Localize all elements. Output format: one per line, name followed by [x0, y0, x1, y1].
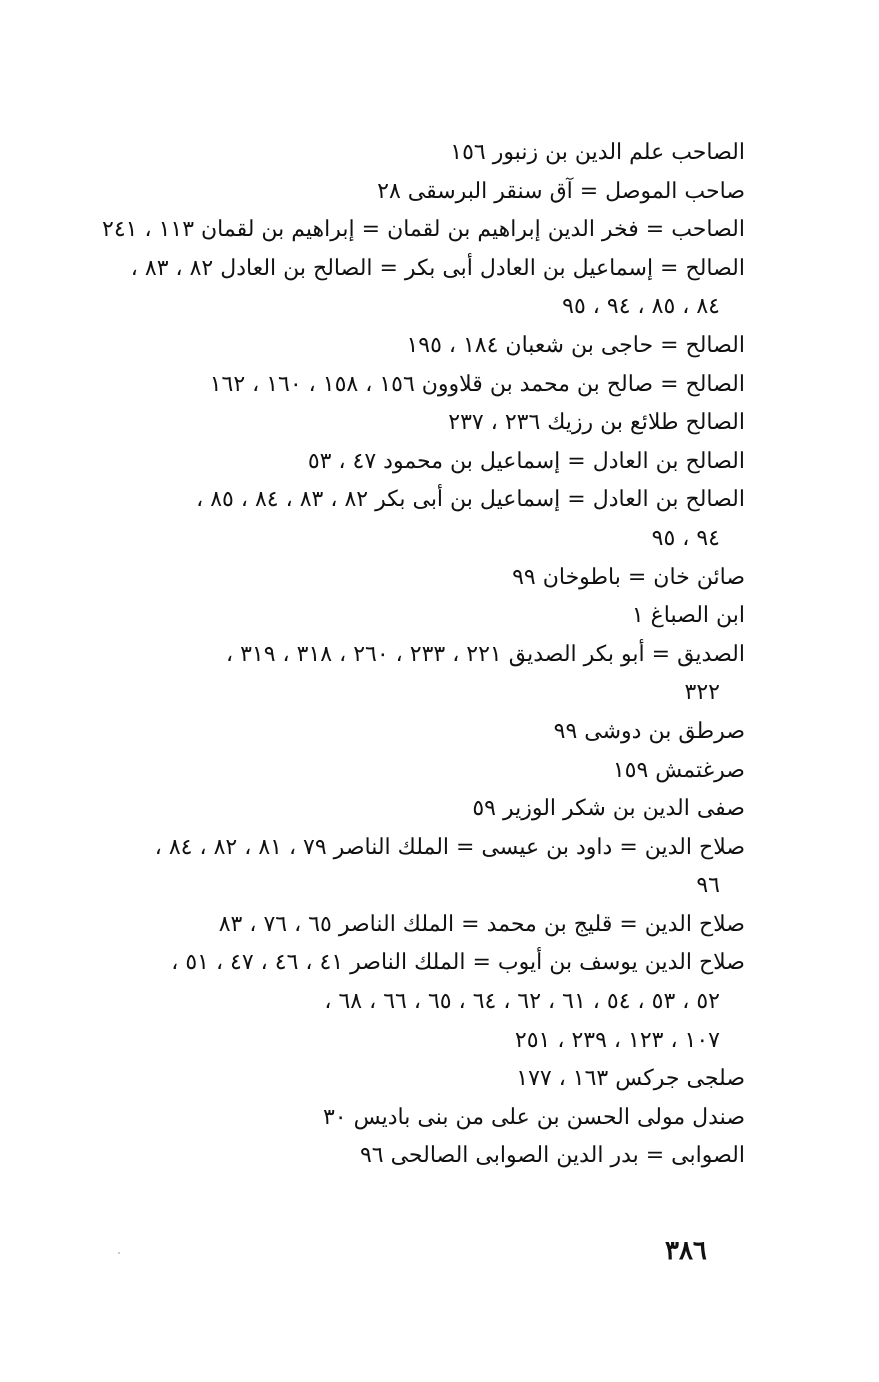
paper-speck [118, 1252, 120, 1254]
index-line: الصاحب = فخر الدين إبراهيم بن لقمان = إبراهيم بن لقمان ١١٣ ، ٢٤١ [102, 217, 745, 243]
index-line-continuation: ٩٤ ، ٩٥ [651, 525, 720, 551]
index-line: صفى الدين بن شكر الوزير ٥٩ [472, 796, 745, 822]
index-line: الصالح = صالح بن محمد بن قلاوون ١٥٦ ، ١٥٨ ، ١٦٠ ، ١٦٢ [209, 371, 745, 397]
index-line: الصديق = أبو بكر الصديق ٢٢١ ، ٢٣٣ ، ٢٦٠ ، ٣١٨ ، ٣١٩ ، [226, 641, 745, 667]
index-line-continuation: ٣٢٢ [684, 680, 720, 706]
index-line: صندل مولى الحسن بن على من بنى باديس ٣٠ [322, 1104, 745, 1130]
index-line: الصالح = حاجى بن شعبان ١٨٤ ، ١٩٥ [406, 332, 745, 358]
index-line: صلاح الدين يوسف بن أيوب = الملك الناصر ٤١ ، ٤٦ ، ٤٧ ، ٥١ ، [171, 950, 745, 976]
index-line: صائن خان = باطوخان ٩٩ [512, 564, 745, 590]
index-line: صلاح الدين = داود بن عيسى = الملك الناصر ٧٩ ، ٨١ ، ٨٢ ، ٨٤ ، [154, 834, 745, 860]
page-number: ٣٨٦ [665, 1236, 707, 1266]
index-line: صلجى جركس ١٦٣ ، ١٧٧ [516, 1066, 745, 1092]
index-line: صاحب الموصل = آق سنقر البرسقى ٢٨ [377, 178, 745, 204]
index-line: صلاح الدين = قليج بن محمد = الملك الناصر ٦٥ ، ٧٦ ، ٨٣ [218, 911, 745, 937]
index-line-continuation: ١٠٧ ، ١٢٣ ، ٢٣٩ ، ٢٥١ [514, 1027, 720, 1053]
index-line-continuation: ٥٢ ، ٥٣ ، ٥٤ ، ٦١ ، ٦٢ ، ٦٤ ، ٦٥ ، ٦٦ ، ٦٨ ، [324, 989, 720, 1015]
index-entries [95, 134, 745, 1176]
index-line: الصالح = إسماعيل بن العادل أبى بكر = الصالح بن العادل ٨٢ ، ٨٣ ، [130, 255, 745, 281]
index-line: الصالح طلائع بن رزيك ٢٣٦ ، ٢٣٧ [448, 410, 745, 436]
index-line: الصاحب علم الدين بن زنبور ١٥٦ [450, 140, 745, 165]
index-line: ابن الصباغ ١ [631, 603, 745, 629]
index-line: الصوابى = بدر الدين الصوابى الصالحى ٩٦ [359, 1143, 745, 1169]
index-line: صرطق بن دوشى ٩٩ [553, 718, 745, 744]
index-line-continuation: ٩٦ [696, 873, 720, 899]
index-line: صرغتمش ١٥٩ [612, 757, 745, 783]
index-line: الصالح بن العادل = إسماعيل بن أبى بكر ٨٢ ، ٨٣ ، ٨٤ ، ٨٥ ، [196, 487, 745, 513]
index-line: الصالح بن العادل = إسماعيل بن محمود ٤٧ ، ٥٣ [307, 448, 745, 474]
index-line-continuation: ٨٤ ، ٨٥ ، ٩٤ ، ٩٥ [562, 294, 720, 320]
